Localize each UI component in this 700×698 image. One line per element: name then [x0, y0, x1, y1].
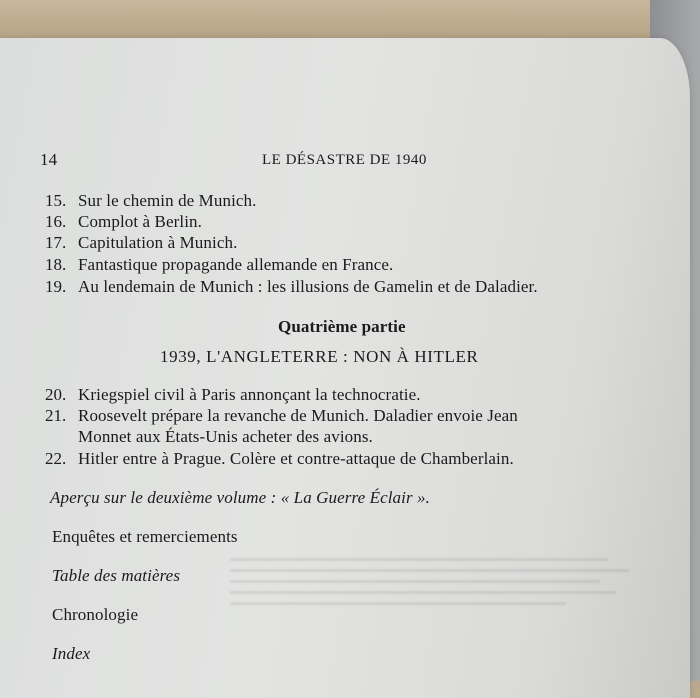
enquetes-entry: Enquêtes et remerciements: [52, 527, 238, 546]
toc-entry: Complot à Berlin.: [78, 212, 202, 231]
toc-number: 15.: [45, 191, 67, 210]
index-entry: Index: [52, 644, 91, 663]
page-number: 14: [40, 150, 58, 169]
toc-number: 17.: [45, 233, 67, 252]
part-label: Quatrième partie: [278, 317, 406, 336]
table-des-matieres-entry: Table des matières: [52, 566, 181, 585]
toc-number: 16.: [45, 212, 67, 231]
toc-entry: Kriegspiel civil à Paris annonçant la technocratie.: [78, 385, 421, 404]
chronologie-entry: Chronologie: [52, 605, 139, 624]
toc-entry: Fantastique propagande allemande en France.: [78, 255, 394, 274]
toc-entry: Au lendemain de Munich : les illusions de Gamelin et de Daladier.: [78, 277, 538, 296]
toc-entry: Capitulation à Munich.: [78, 233, 238, 252]
toc-number: 21.: [45, 406, 67, 425]
toc-number: 20.: [45, 385, 67, 404]
toc-entry: Sur le chemin de Munich.: [78, 191, 257, 210]
toc-number: 18.: [45, 255, 67, 274]
toc-entry-continuation: Monnet aux États-Unis acheter des avions.: [78, 427, 373, 446]
toc-number: 19.: [45, 277, 67, 296]
toc-entry: Hitler entre à Prague. Colère et contre-attaque de Chamberlain.: [78, 449, 514, 468]
part-title: 1939, L'ANGLETERRE : NON À HITLER: [160, 347, 479, 366]
bleed-through-texture: [230, 550, 650, 670]
toc-number: 22.: [45, 449, 67, 468]
book-page: [0, 38, 690, 698]
apercu-entry: Aperçu sur le deuxième volume : « La Guerre Éclair ».: [50, 488, 430, 507]
running-title: LE DÉSASTRE DE 1940: [262, 152, 427, 168]
toc-entry: Roosevelt prépare la revanche de Munich. Daladier envoie Jean: [78, 406, 518, 425]
